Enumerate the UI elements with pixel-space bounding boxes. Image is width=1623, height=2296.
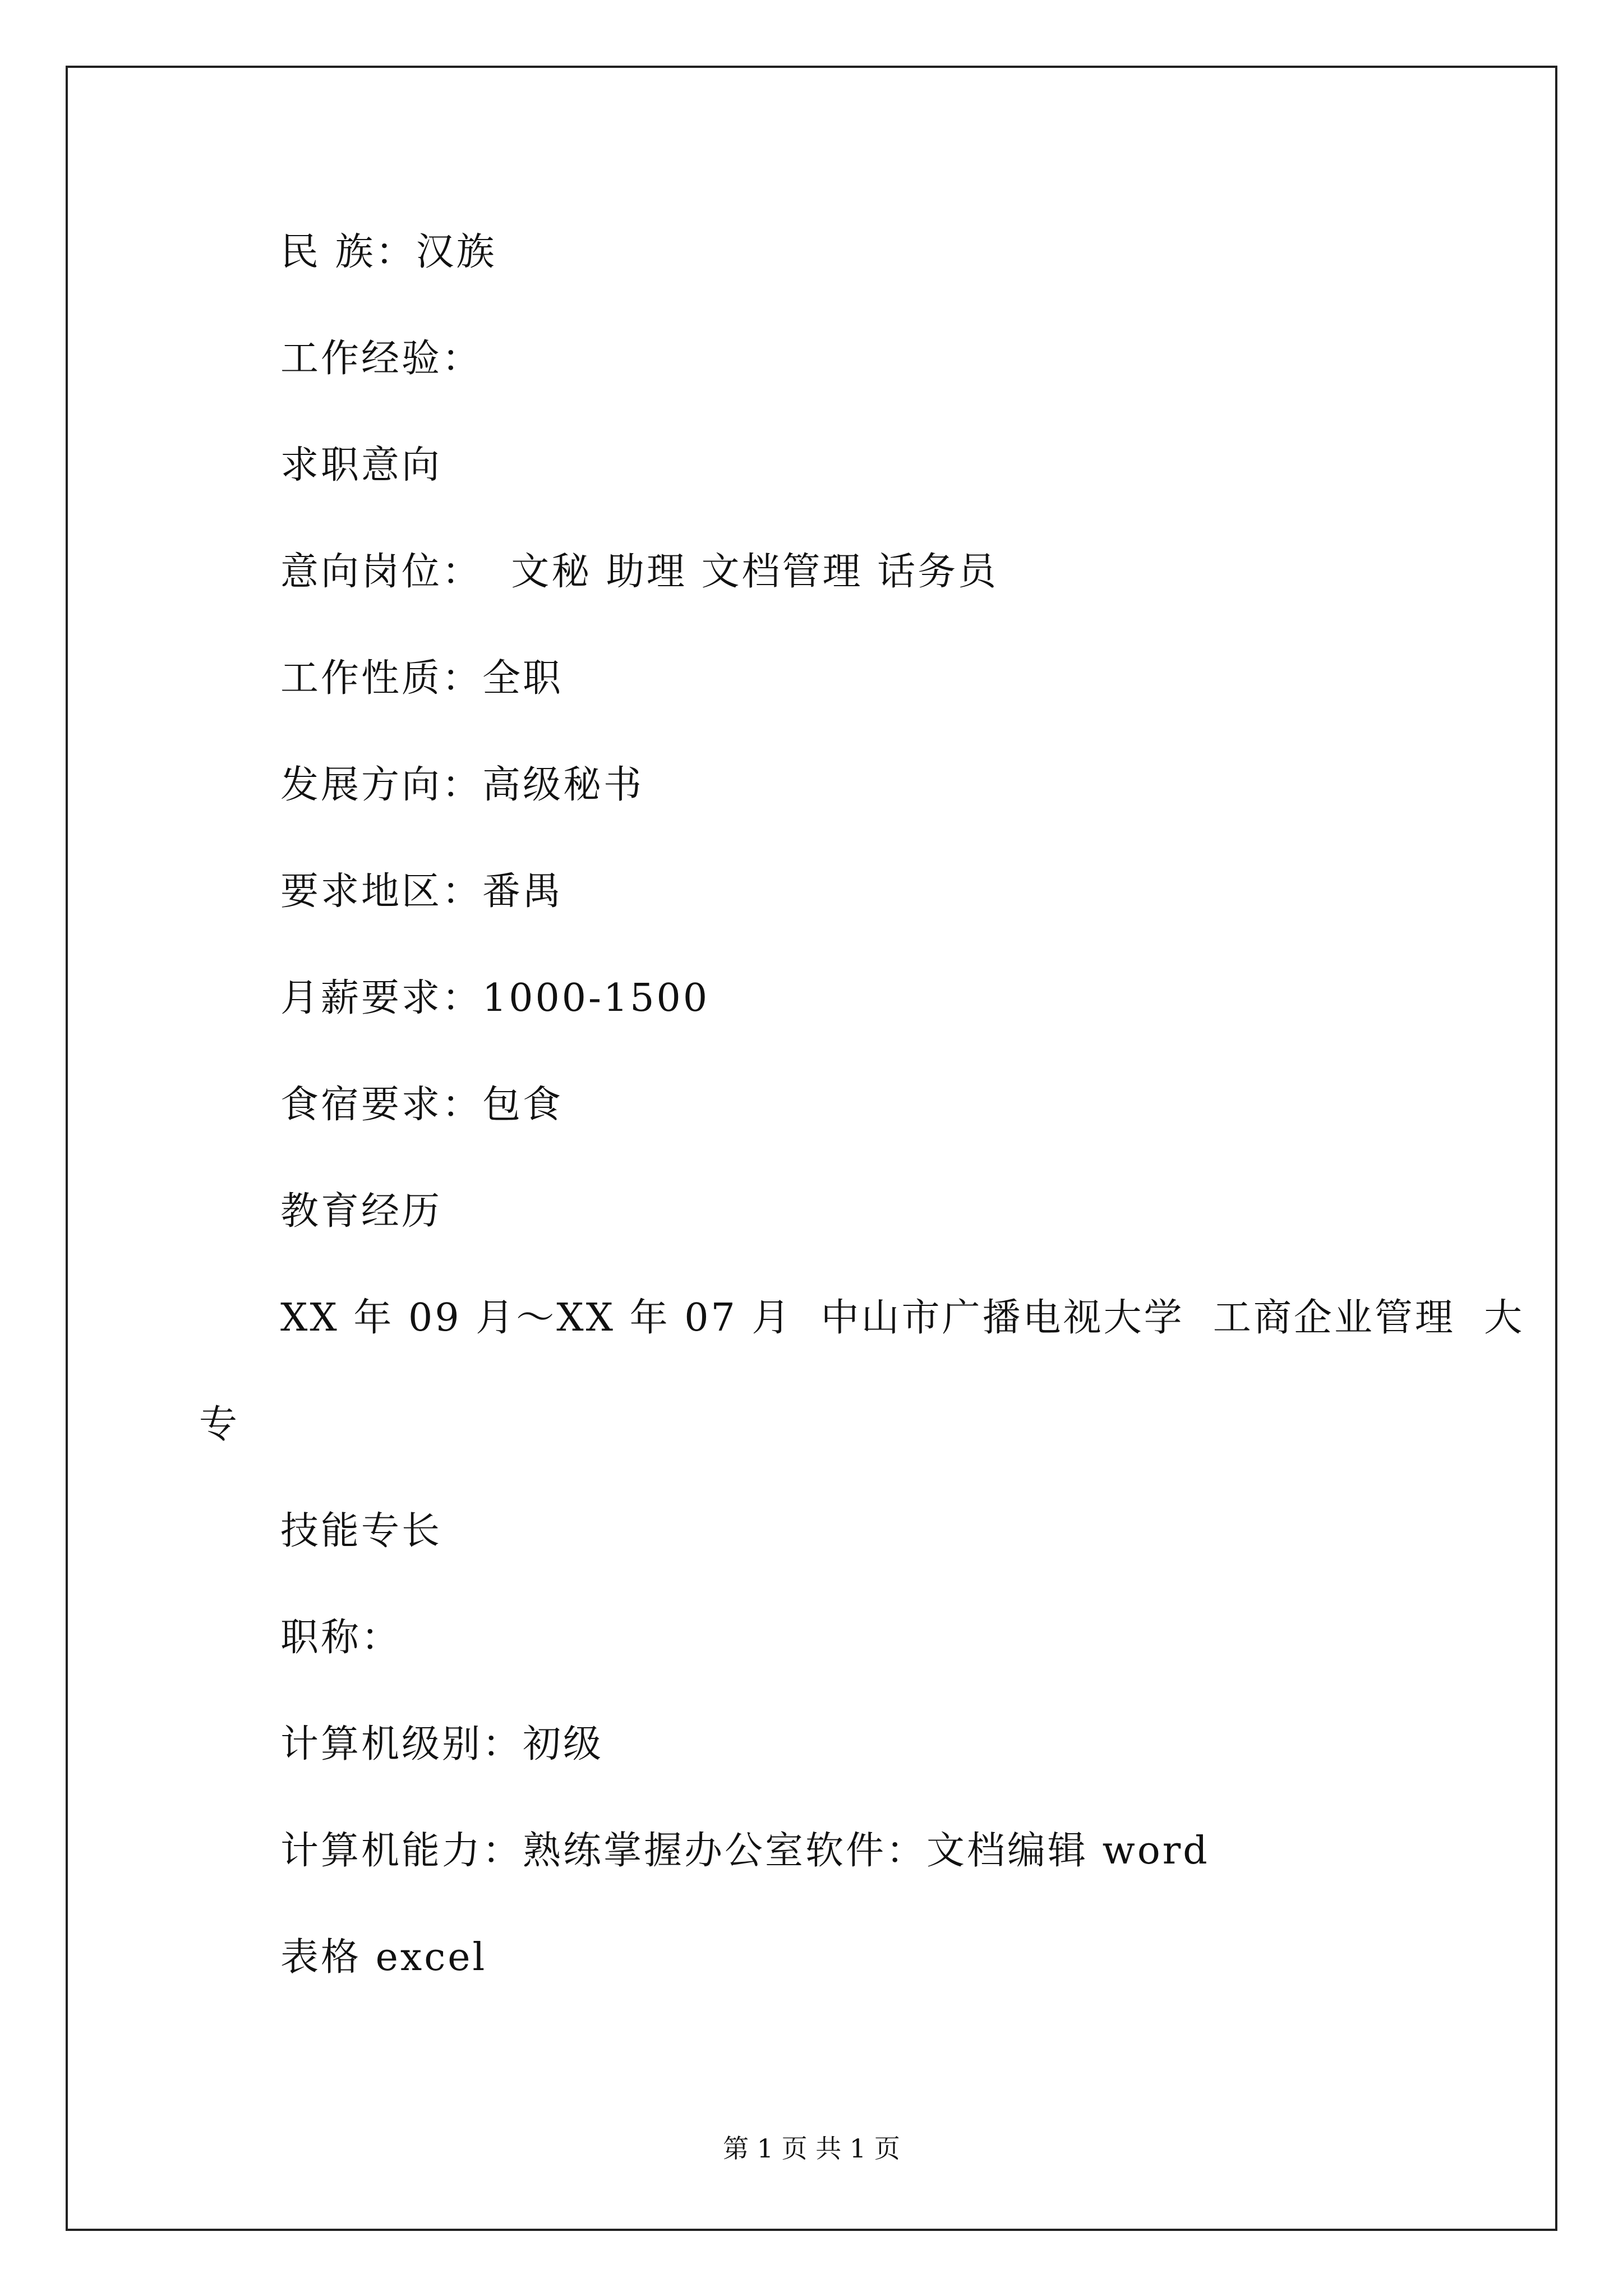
page-footer: 第 1 页 共 1 页 [723,2133,900,2164]
career-direction-line: 发展方向：高级秘书 [280,763,644,807]
education-heading: 教育经历 [280,1189,442,1234]
title-line: 职称： [280,1616,402,1660]
education-entry-line: XX 年 09 月～XX 年 07 月 中山市广播电视大学 工商企业管理 大 [280,1296,1525,1340]
job-intention-heading: 求职意向 [280,443,442,487]
job-type-line: 工作性质：全职 [280,656,564,701]
desired-position-line: 意向岗位： 文秘 助理 文档管理 话务员 [280,550,999,594]
education-entry-continuation: 专 [199,1402,240,1447]
desired-region-line: 要求地区：番禺 [280,869,564,914]
ethnicity-line: 民 族：汉族 [280,230,497,274]
skills-heading: 技能专长 [280,1509,442,1553]
salary-line: 月薪要求：1000-1500 [280,976,710,1020]
computer-level-line: 计算机级别：初级 [280,1722,604,1766]
board-lodging-line: 食宿要求：包食 [280,1083,564,1127]
computer-skills-line: 计算机能力：熟练掌握办公室软件：文档编辑 word [280,1829,1210,1873]
work-experience-heading: 工作经验： [280,337,483,381]
page-border [66,66,1557,2231]
spreadsheet-line: 表格 excel [280,1935,487,1980]
